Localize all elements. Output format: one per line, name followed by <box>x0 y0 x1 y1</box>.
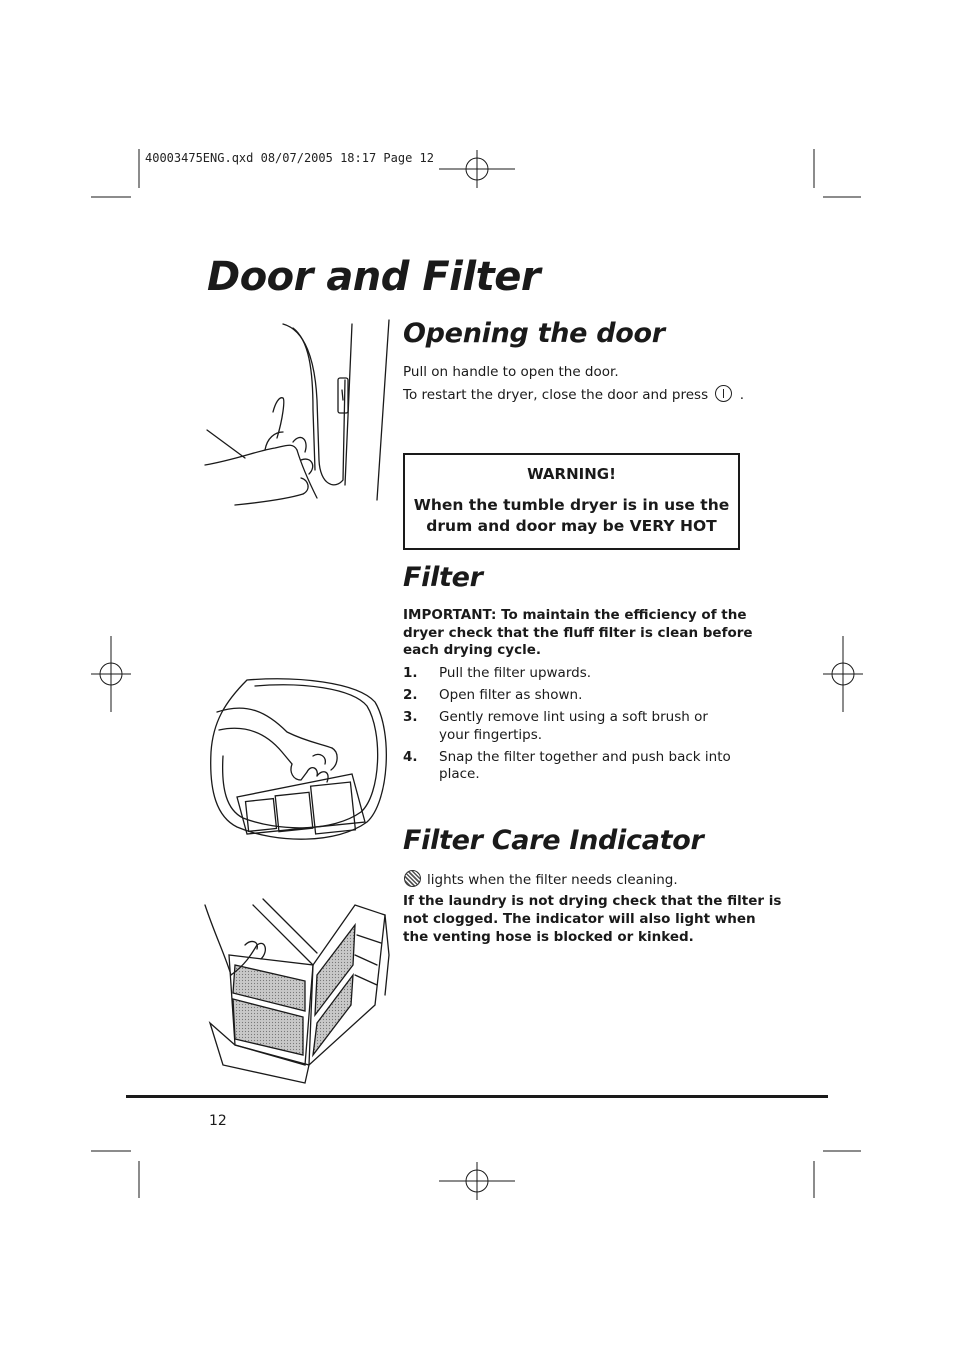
step-text <box>439 665 743 683</box>
filter-care-note <box>403 892 781 946</box>
step-text <box>439 687 743 705</box>
restart-instruction-text: To restart the dryer, close the door and press <box>403 387 709 403</box>
restart-instruction-end: . <box>739 387 745 403</box>
important-line: IMPORTANT: To maintain the efficiency of the <box>403 607 747 623</box>
page-number: 12 <box>209 1113 227 1129</box>
door-opening-illustration <box>205 320 390 510</box>
note-line: the venting hose is blocked or kinked. <box>403 929 694 945</box>
power-button-icon <box>715 385 732 402</box>
filter-steps-list <box>403 665 743 788</box>
step-text <box>439 749 743 784</box>
step-text <box>439 709 743 744</box>
step-line: Gently remove lint using a soft brush or <box>439 709 708 725</box>
warning-title: WARNING! <box>527 465 616 483</box>
step-number: 1. <box>403 665 418 681</box>
list-item <box>403 749 743 784</box>
warning-line: When the tumble dryer is in use the <box>413 496 730 514</box>
filter-removal-illustration <box>207 672 392 847</box>
open-door-instruction: Pull on handle to open the door. <box>403 364 619 380</box>
warning-body <box>405 495 738 537</box>
restart-instruction <box>403 385 744 404</box>
important-line: dryer check that the fluff filter is clean before <box>403 624 753 641</box>
warning-line: drum and door may be VERY HOT <box>426 517 717 535</box>
warning-box <box>403 453 740 550</box>
filter-important-note <box>403 607 753 660</box>
step-line: Pull the filter upwards. <box>439 665 592 681</box>
step-number: 3. <box>403 709 418 725</box>
indicator-text: lights when the filter needs cleaning. <box>427 872 678 888</box>
filter-indicator-icon <box>404 870 421 887</box>
print-slug-line: 40003475ENG.qxd 08/07/2005 18:17 Page 12 <box>145 151 434 165</box>
step-number: 4. <box>403 748 418 765</box>
note-line: not clogged. The indicator will also light when <box>403 911 756 927</box>
list-item <box>403 665 743 683</box>
open-filter-illustration <box>205 895 390 1085</box>
step-number: 2. <box>403 687 418 703</box>
step-line: place. <box>439 766 480 782</box>
footer-rule <box>126 1095 828 1098</box>
list-item <box>403 709 743 744</box>
important-line: each drying cycle. <box>403 642 542 658</box>
list-item <box>403 687 743 705</box>
section-heading-filter-care: Filter Care Indicator <box>403 825 704 856</box>
page-title: Door and Filter <box>207 254 541 300</box>
note-line: If the laundry is not drying check that the filter is <box>403 893 782 909</box>
section-heading-opening-door: Opening the door <box>403 318 665 349</box>
step-line: Snap the filter together and push back into <box>439 748 731 765</box>
step-line: your fingertips. <box>439 726 543 743</box>
step-line: Open filter as shown. <box>439 687 583 703</box>
section-heading-filter: Filter <box>403 562 483 593</box>
indicator-line <box>404 870 678 889</box>
